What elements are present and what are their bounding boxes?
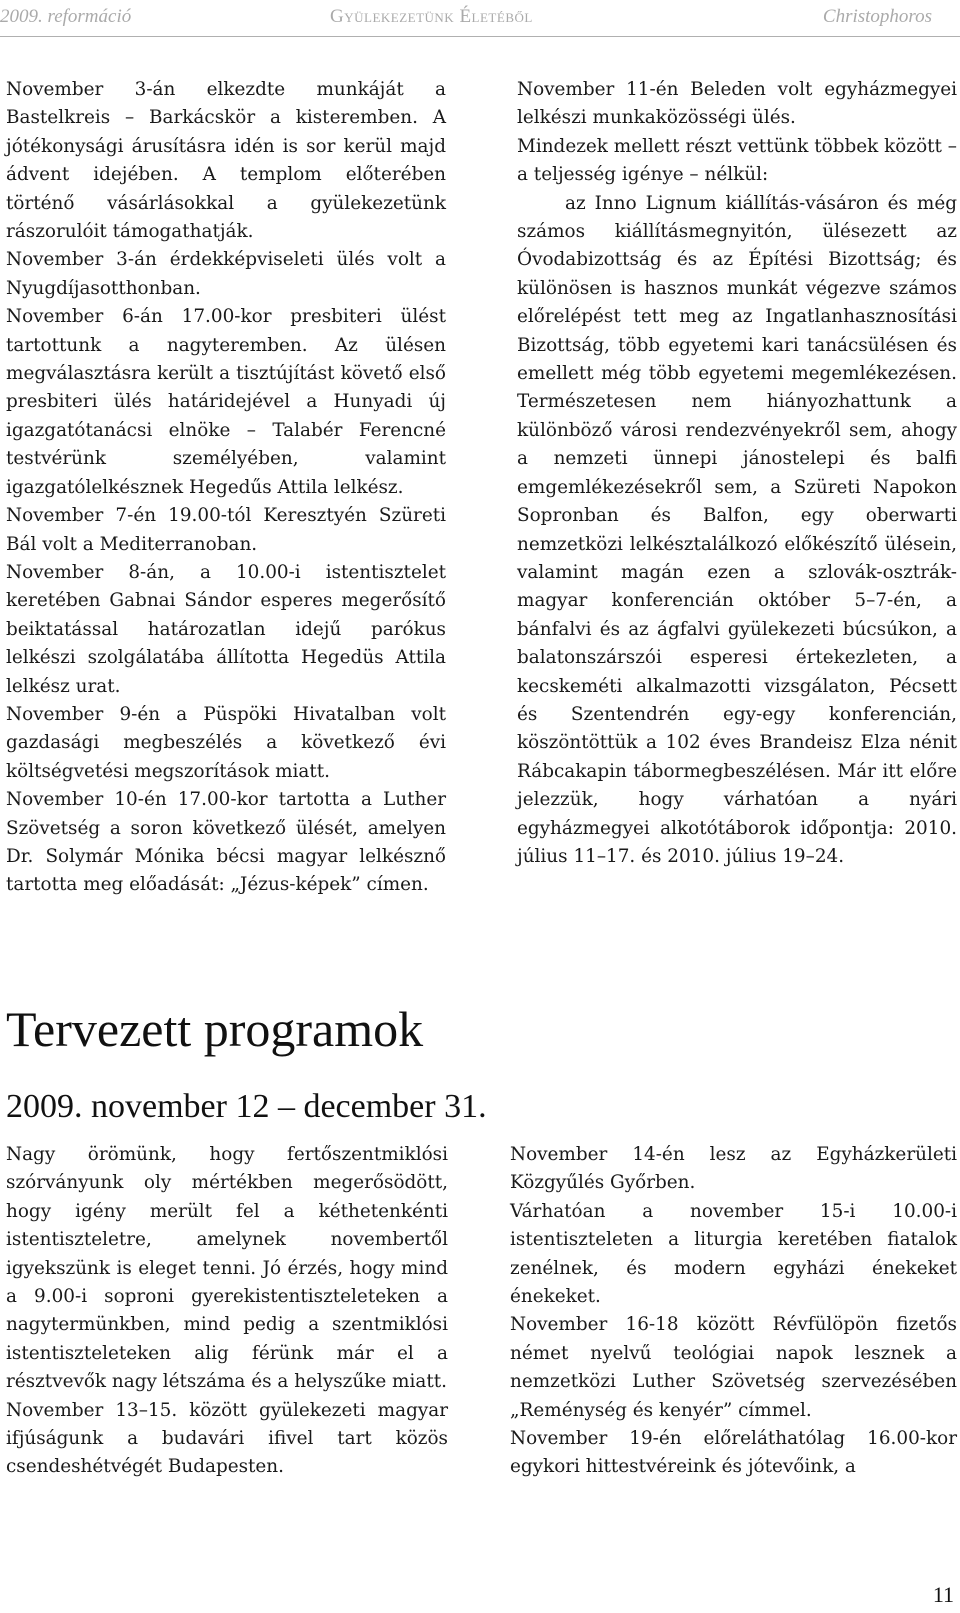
paragraph: November 19-én előreláthatólag 16.00-kor egykori hittestvéreink és jótevőink, a bbox=[510, 1428, 957, 1478]
header-left: 2009. reformáció bbox=[0, 6, 132, 27]
paragraph: November 10-én 17.00-kor tartotta a Luther Szövetség a soron következő ülését, amelyen Dr. Solymár Mónika bécsi magyar lelkésznő tartotta meg előadását: „Jézus-képek” címen. bbox=[6, 789, 446, 896]
paragraph: Várhatóan a november 15-i 10.00-i istentiszteleten a liturgia keretében fiatalok zenélnek, és modern egyházi énekeket énekeket. bbox=[510, 1200, 957, 1308]
paragraph: November 16-18 között Révfülöpön fizetős német nyelvű teológiai napok lesznek a nemzetközi Luther Szövetség szervezésében „Reménység és kenyér” címmel. bbox=[510, 1314, 957, 1421]
paragraph: November 11-én Beleden volt egyházmegyei lelkészi munkaközösségi ülés. bbox=[517, 79, 957, 129]
paragraph: November 13–15. között gyülekezeti magyar ifjúságunk a budavári ifivel tart közös csendeshétvégét Budapesten. bbox=[6, 1399, 448, 1478]
header-center: Gyülekezetünk Életéből bbox=[330, 6, 533, 27]
paragraph: November 3-án elkezdte munkáját a Bastelkreis – Barkácskör a kisteremben. A jótékonysági árusításra idén is sor kerül majd ádvent idejében. A templom előterében történő vásárlásokkal a gyülekezetünk rászorulóit támogathatják. bbox=[6, 79, 446, 243]
column-left-top bbox=[6, 76, 446, 900]
paragraph: November 3-án érdekképviseleti ülés volt a Nyugdíjasotthonban. bbox=[6, 249, 446, 299]
section-title: Tervezett programok bbox=[6, 1001, 424, 1057]
column-right-bottom bbox=[510, 1141, 957, 1482]
paragraph: Nagy örömünk, hogy fertőszentmiklósi szórványunk oly mértékben megerősödött, hogy igény merült fel a kéthetenkénti istentiszteletre, amelynek novembertől igyekszünk is eleget tenni. Jó érzés, hogy mind a 9.00-i soproni gyerekistentiszteleteken a nagytermünkben, mind pedig a szentmiklósi istentiszteleteken alig férünk már el a résztvevők nagy létszáma és a helyszűke miatt. bbox=[6, 1144, 448, 1393]
section-subtitle: 2009. november 12 – december 31. bbox=[6, 1088, 487, 1125]
paragraph: November 7-én 19.00-tól Keresztyén Szüreti Bál volt a Mediterranoban. bbox=[6, 505, 446, 555]
page-header bbox=[0, 0, 960, 37]
column-right-top bbox=[517, 76, 957, 871]
paragraph: az Inno Lignum kiállítás-vásáron és még számos kiállításmegnyitón, ülésezett az Óvodabizottság és az Építési Bizottság; és különösen is hasznos munkát végezve számos előrelépést tett meg az Ingatlanhasznosítási Bizottság, több egyetemi kari tanácsülésen és emellett még több egyetemi megemlékezésen. Természetesen nem hiányozhattunk a különböző városi rendezvényekről sem, ahogy a nemzeti ünnepi jánostelepi és balfi emgemlékezésekről sem, a Szüreti Napokon Sopronban és Balfon, egy oberwarti nemzetközi lelkésztalálkozó előkészítő ülésein, valamint magán ezen a szlovák-osztrák-magyar konferencián október 5–7-én, a bánfalvi és az ágfalvi gyülekezeti búcsúkon, a balatonszárszói esperesi értekezleten, a kecskeméti alkalmazotti vizsgálaton, Pécsett és Szentendrén egy-egy konferencián, köszöntöttük a 102 éves Brandeisz Elza nénit Rábcakapin tábormegbeszélésen. Már itt előre jelezzük, hogy várhatóan a nyári egyházmegyei alkotótáborok időpontja: 2010. július 11–17. és 2010. július 19–24. bbox=[517, 192, 957, 867]
paragraph: November 14-én lesz az Egyházkerületi Közgyűlés Győrben. bbox=[510, 1144, 957, 1194]
paragraph: Mindezek mellett részt vettünk többek között – a teljesség igénye – nélkül: bbox=[517, 135, 957, 186]
header-right: Christophoros bbox=[822, 6, 932, 27]
paragraph: November 8-án, a 10.00-i istentisztelet keretében Gabnai Sándor esperes megerősítő beiktatással határozatlan idejű parókus lelkészi szolgálatába állította Hegedüs Attila lelkész urat. bbox=[6, 561, 446, 697]
page-number: 11 bbox=[932, 1582, 954, 1607]
column-left-bottom bbox=[6, 1141, 448, 1482]
paragraph: November 6-án 17.00-kor presbiteri ülést tartottunk a nagyteremben. Az ülésen megválasztásra került a tisztújítást követő első presbiteri ülés határidejével a Hunyadi új igazgatótanácsi elnöke – Talabér Ferencné testvérünk személyében, valamint igazgatólelkésznek Hegedűs Attila lelkész. bbox=[6, 306, 446, 498]
paragraph: November 9-én a Püspöki Hivatalban volt gazdasági megbeszélés a következő évi költségvetési megszorítások miatt. bbox=[6, 703, 446, 782]
